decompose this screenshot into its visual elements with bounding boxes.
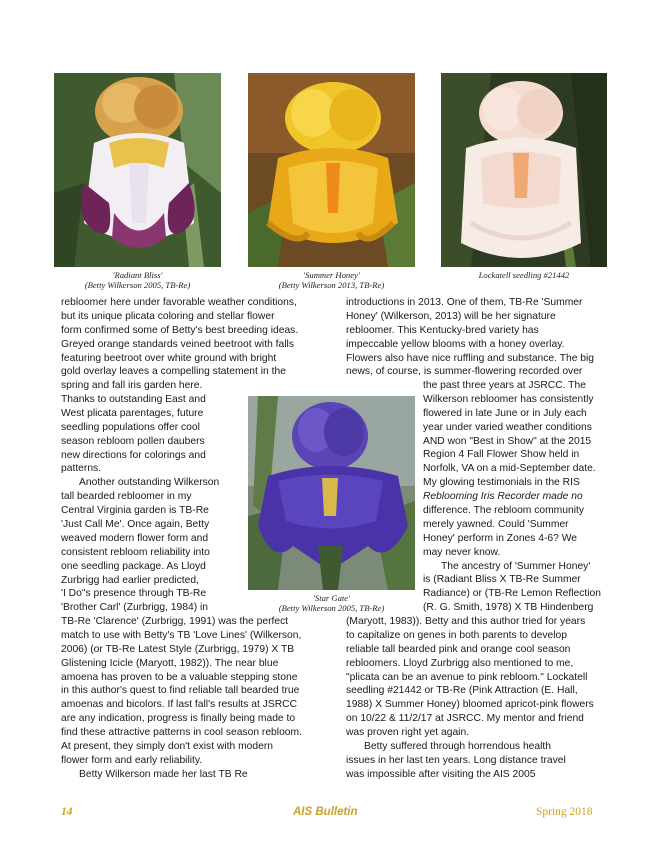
caption-name: 'Radiant Bliss' (112, 270, 163, 280)
text-line: rebloomers. Lloyd Zurbrigg also mentioned to me, (346, 657, 574, 669)
issue-date: Spring 2018 (536, 806, 593, 818)
text-line: "plicata can be an avenue to pink rebloom." Lockatell (346, 671, 588, 683)
text-line: year under varied weather conditions (423, 421, 592, 433)
caption-detail: (Betty Wilkerson 2005, TB-Re) (84, 280, 191, 290)
text-line: AND won "Best in Show" at the 2015 (423, 435, 592, 447)
text-line: Reblooming Iris Recorder made no (423, 491, 583, 503)
text-line: find these attractive patterns in cool season rebloom. (61, 727, 302, 739)
caption-name: 'Star Gate' (313, 593, 350, 603)
text-line: Thanks to outstanding East and (61, 394, 206, 405)
text-line: may never know. (423, 546, 501, 558)
text-line: seedling populations offer cool (61, 421, 200, 433)
caption-star-gate (248, 593, 415, 613)
photo-lockatell-seedling (441, 73, 607, 267)
photo-summer-honey (248, 73, 415, 267)
text-line: merely yawned. Could 'Summer (423, 518, 569, 530)
text-line: news, of course, is summer-flowering recorded over (346, 366, 583, 378)
text-line: Radiance) or (TB-Re Lemon Reflection (423, 588, 601, 600)
text-line: introductions in 2013. One of them, TB-Re 'Summer (346, 297, 583, 308)
text-line: 'I Do"s presence through TB-Re (61, 588, 207, 600)
caption-name: Lockatell seedling #21442 (478, 270, 570, 280)
text-line: Region 4 Fall Flower Show held in (423, 449, 580, 461)
text-line: Flowers also have nice ruffling and substance. The big (346, 352, 595, 364)
text-line: on 10/22 & 11/2/17 at JSRCC. My mentor and friend (346, 713, 584, 725)
text-line: Norfolk, VA on a mid-September date. (423, 463, 596, 475)
text-line: flower form and early reliability. (61, 754, 203, 766)
text-line: weaved modern flower form and (61, 532, 209, 544)
caption-summer-honey (248, 270, 415, 290)
text-line: was proven right yet again. (346, 727, 470, 739)
text-line: match to use with Betty's TB 'Love Lines' (Wilkerson, (61, 629, 302, 641)
text-line: season rebloom pollen daubers (61, 435, 205, 447)
caption-lockatell (441, 270, 607, 280)
photo-radiant-bliss (54, 73, 221, 267)
publication-title: AIS Bulletin (293, 806, 358, 818)
text-line: 'Brother Carl' (Zurbrigg, 1984) in (61, 602, 209, 614)
right-column-top (346, 296, 616, 379)
text-line: Central Virginia garden is TB-Re (61, 505, 209, 517)
left-column-bottom (61, 615, 346, 782)
text-line: Another outstanding Wilkerson (79, 477, 220, 489)
text-line: one seedling package. As Lloyd (61, 560, 206, 572)
left-column-top (61, 296, 341, 393)
text-line: Glistening Icicle (Maryott, 1982)). The near blue (61, 657, 279, 669)
text-line: West plicata parentages, future (61, 407, 204, 419)
text-line: featuring beetroot over white ground with bright (61, 352, 277, 364)
text-line: 'Just Call Me'. Once again, Betty (61, 519, 210, 531)
text-line: tall bearded rebloomer in my (61, 491, 192, 503)
text-line: Zurbrigg had earlier predicted, (61, 574, 199, 586)
caption-detail: (Betty Wilkerson 2013, TB-Re) (278, 280, 385, 290)
text-line: At present, they simply don't exist with modern (61, 741, 274, 753)
text-line: (R. G. Smith, 1978) X TB Hindenberg (423, 602, 594, 614)
text-line: to capitalize on genes in both parents to develop (346, 629, 567, 641)
text-line: Honey' perform in Zones 4-6? We (423, 532, 578, 544)
right-column-narrow (423, 379, 616, 615)
page-number: 14 (61, 806, 73, 818)
text-line: patterns. (61, 463, 102, 475)
text-line: TB-Re 'Clarence' (Zurbrigg, 1991) was the perfect (61, 616, 289, 627)
text-line: issues in her last ten years. Long distance travel (346, 754, 566, 766)
right-column-bottom (346, 615, 616, 782)
text-line: Wilkerson rebloomer has consistently (423, 393, 594, 405)
caption-radiant-bliss (54, 270, 221, 290)
text-line: Honey' (Wilkerson, 2013) will be her signature (346, 310, 556, 322)
text-line: The ancestry of 'Summer Honey' (441, 560, 591, 572)
text-line: rebloomer here under favorable weather conditions, (61, 297, 297, 308)
text-line: consistent rebloom reliability into (61, 546, 210, 558)
text-line: 1988) X Summer Honey) bloomed apricot-pink flowers (346, 699, 594, 711)
text-line: flowered in late June or in July each (423, 407, 587, 419)
caption-name: 'Summer Honey' (303, 270, 360, 280)
text-line: impeccable yellow blooms with a honey overlay. (346, 338, 565, 350)
text-line: are any indication, progress is finally being made to (61, 713, 296, 725)
text-line: but its unique plicata coloring and stellar flower (61, 310, 275, 322)
text-line: Betty suffered through horrendous health (364, 741, 551, 753)
text-line: amoenas and bicolors. If last fall's results at JSRCC (61, 699, 298, 711)
text-line: amoena has proven to be a valuable stepping stone (61, 671, 298, 683)
text-line: Betty Wilkerson made her last TB Re (79, 768, 248, 780)
left-column-narrow (61, 393, 243, 615)
text-line: reliable tall bearded pink and orange cool season (346, 643, 571, 655)
caption-detail: (Betty Wilkerson 2005, TB-Re) (278, 603, 385, 613)
text-line: spring and fall iris garden here. (61, 380, 203, 392)
text-line: rebloomer. This Kentucky-bred variety has (346, 324, 539, 336)
text-line: in this author's quest to find reliable tall bearded true (61, 685, 300, 697)
text-line: difference. The rebloom community (423, 505, 585, 517)
text-line: is (Radiant Bliss X TB-Re Summer (423, 574, 581, 586)
text-line: was impossible after visiting the AIS 2005 (346, 768, 536, 780)
text-line: gold overlay leaves a compelling statement in the (61, 366, 286, 378)
text-line: (Maryott, 1983)). Betty and this author tried for years (346, 616, 586, 627)
photo-star-gate (248, 396, 415, 590)
text-line: 2006) (or TB-Re Latest Style (Zurbrigg, 1979) X TB (61, 643, 295, 655)
text-line: form confirmed some of Betty's best breeding ideas. (61, 324, 299, 336)
text-line: Greyed orange standards veined beetroot with falls (61, 338, 294, 350)
text-line: seedling #21442 or TB-Re (Pink Attraction (E. Hall, (346, 685, 578, 697)
text-line: new directions for colorings and (61, 449, 206, 461)
text-line: the past three years at JSRCC. The (423, 380, 586, 391)
text-line: My glowing testimonials in the RIS (423, 477, 580, 489)
